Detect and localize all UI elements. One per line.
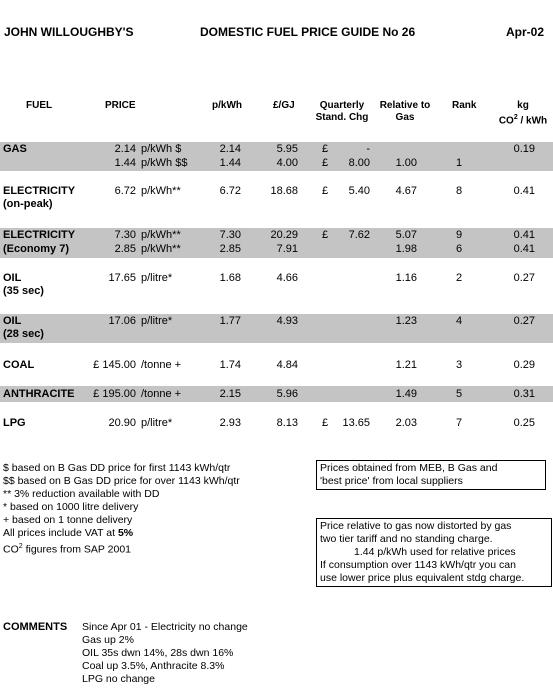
relative-note-line5: use lower price plus equivalent stdg charge. bbox=[320, 572, 525, 584]
footnote-double-dollar: $$ based on B Gas DD price for over 1143 kWh/qtr bbox=[3, 475, 240, 487]
fuel-name-line2: (28 sec) bbox=[3, 328, 44, 340]
footnote-dd-reduction: ** 3% reduction available with DD bbox=[3, 488, 160, 500]
comment-line: LPG no change bbox=[82, 673, 155, 685]
relative-value: 5.07 bbox=[395, 229, 417, 241]
gj-value: 8.13 bbox=[276, 417, 298, 429]
price-unit: p/litre* bbox=[141, 272, 173, 284]
fuel-name-line1: ANTHRACITE bbox=[3, 388, 75, 400]
standing-charge-currency: £ bbox=[322, 229, 329, 241]
standing-charge-value: 5.40 bbox=[348, 185, 370, 197]
gj-value: 20.29 bbox=[270, 229, 298, 241]
standing-charge-currency: £ bbox=[322, 143, 329, 155]
author-heading: JOHN WILLOUGHBY'S bbox=[4, 25, 134, 39]
gj-value: 4.84 bbox=[276, 359, 298, 371]
comment-line: Since Apr 01 - Electricity no change bbox=[82, 621, 248, 633]
price-value: £ 195.00 bbox=[93, 388, 136, 400]
co2-value: 0.41 bbox=[513, 243, 535, 255]
gj-value: 4.66 bbox=[276, 272, 298, 284]
relative-value: 1.16 bbox=[395, 272, 417, 284]
pkwh-value: 2.93 bbox=[219, 417, 241, 429]
footnote-dollar: $ based on B Gas DD price for first 1143 kWh/qtr bbox=[3, 462, 231, 474]
comment-line: Gas up 2% bbox=[82, 634, 134, 646]
rank-value: 1 bbox=[455, 157, 463, 169]
fuel-name-line1: ELECTRICITY bbox=[3, 185, 76, 197]
relative-note-line4: If consumption over 1143 kWh/qtr you can bbox=[320, 559, 516, 571]
pkwh-value: 1.44 bbox=[219, 157, 241, 169]
relative-note-line3: 1.44 p/kWh used for relative prices bbox=[354, 546, 516, 558]
relative-value: 1.21 bbox=[395, 359, 417, 371]
fuel-name bbox=[3, 185, 75, 211]
price-unit: p/kWh** bbox=[141, 243, 181, 255]
rank-value: 9 bbox=[455, 229, 463, 241]
standing-charge-currency: £ bbox=[322, 417, 329, 429]
rank-value: 7 bbox=[455, 417, 463, 429]
pkwh-value: 7.30 bbox=[219, 229, 241, 241]
page-title: DOMESTIC FUEL PRICE GUIDE No 26 bbox=[200, 25, 416, 39]
col-relative-line2: Gas bbox=[395, 112, 415, 123]
footnote-litre: * based on 1000 litre delivery bbox=[3, 501, 139, 513]
col-standing-charge-line2: Stand. Chg bbox=[315, 112, 369, 123]
col-co2-line1: kg bbox=[517, 100, 529, 111]
standing-charge-value: - bbox=[366, 143, 370, 155]
fuel-name-line1: COAL bbox=[3, 359, 35, 371]
relative-value: 1.49 bbox=[395, 388, 417, 400]
pkwh-value: 2.14 bbox=[219, 143, 241, 155]
fuel-name-line2: (35 sec) bbox=[3, 285, 44, 297]
fuel-name-line2: (on-peak) bbox=[3, 198, 53, 210]
fuel-name bbox=[3, 388, 75, 401]
relative-value: 2.03 bbox=[395, 417, 417, 429]
co2-value: 0.27 bbox=[513, 315, 535, 327]
gj-value: 4.93 bbox=[276, 315, 298, 327]
price-value: 17.06 bbox=[108, 315, 136, 327]
co2-value: 0.41 bbox=[513, 229, 535, 241]
pkwh-value: 1.68 bbox=[219, 272, 241, 284]
col-co2-line2: $CO^2$ / kWh bbox=[498, 114, 548, 127]
relative-note-line2: two tier tariff and no standing charge. bbox=[320, 533, 493, 545]
price-unit: p/litre* bbox=[141, 315, 173, 327]
issue-date: Apr-02 bbox=[506, 25, 545, 39]
fuel-name-line1: GAS bbox=[3, 143, 27, 155]
fuel-name-line1: OIL bbox=[3, 315, 22, 327]
fuel-name-line1: OIL bbox=[3, 272, 22, 284]
co2-value: 0.29 bbox=[513, 359, 535, 371]
col-relative-line1: Relative to bbox=[379, 100, 431, 111]
pkwh-value: 1.77 bbox=[219, 315, 241, 327]
sources-line1: Prices obtained from MEB, B Gas and bbox=[320, 462, 498, 474]
comment-line: Coal up 3.5%, Anthracite 8.3% bbox=[82, 660, 225, 672]
col-rank: Rank bbox=[452, 100, 477, 111]
rank-value: 3 bbox=[455, 359, 463, 371]
col-standing-charge-line1: Quarterly bbox=[319, 100, 365, 111]
price-value: 2.14 bbox=[114, 143, 136, 155]
fuel-name-line1: ELECTRICITY bbox=[3, 229, 76, 241]
gj-value: 4.00 bbox=[276, 157, 298, 169]
col-gj: £/GJ bbox=[273, 100, 295, 111]
fuel-name-line1: (Economy 7) bbox=[3, 243, 70, 255]
fuel-name bbox=[3, 359, 34, 372]
gj-value: 18.68 bbox=[270, 185, 298, 197]
price-value: 7.30 bbox=[114, 229, 136, 241]
sources-box bbox=[316, 460, 546, 490]
col-co2 bbox=[496, 100, 550, 127]
price-unit: p/kWh** bbox=[141, 229, 181, 241]
relative-note-line1: Price relative to gas now distorted by gas bbox=[320, 520, 512, 532]
rank-value: 8 bbox=[455, 185, 463, 197]
co2-value: 0.27 bbox=[513, 272, 535, 284]
footnotes bbox=[3, 462, 240, 557]
price-value: 1.44 bbox=[114, 157, 136, 169]
comment-line: OIL 35s dwn 14%, 28s dwn 16% bbox=[82, 647, 234, 659]
fuel-name bbox=[3, 272, 44, 298]
pkwh-value: 6.72 bbox=[219, 185, 241, 197]
comments-list bbox=[82, 621, 248, 686]
price-value: 17.65 bbox=[108, 272, 136, 284]
fuel-name bbox=[3, 229, 75, 242]
price-unit: p/kWh $ bbox=[141, 143, 182, 155]
pkwh-value: 2.85 bbox=[219, 243, 241, 255]
gj-value: 7.91 bbox=[276, 243, 298, 255]
fuel-name bbox=[3, 143, 27, 156]
price-value: 2.85 bbox=[114, 243, 136, 255]
col-relative bbox=[374, 100, 436, 124]
col-pkwh: p/kWh bbox=[212, 100, 242, 111]
fuel-name bbox=[3, 315, 44, 341]
relative-value: 4.67 bbox=[395, 185, 417, 197]
comments-label: COMMENTS bbox=[3, 621, 68, 633]
price-value: 6.72 bbox=[114, 185, 136, 197]
gj-value: 5.96 bbox=[276, 388, 298, 400]
standing-charge-value: 8.00 bbox=[348, 157, 370, 169]
standing-charge-currency: £ bbox=[322, 157, 329, 169]
price-value: 20.90 bbox=[108, 417, 136, 429]
rank-value: 5 bbox=[455, 388, 463, 400]
col-standing-charge bbox=[312, 100, 372, 124]
relative-value: 1.00 bbox=[395, 157, 417, 169]
price-value: £ 145.00 bbox=[93, 359, 136, 371]
price-unit: /tonne + bbox=[141, 388, 182, 400]
col-fuel: FUEL bbox=[26, 100, 53, 111]
footnote-co2: $CO^2$ figures from SAP 2001 bbox=[3, 543, 132, 556]
pkwh-value: 2.15 bbox=[219, 388, 241, 400]
co2-value: 0.25 bbox=[513, 417, 535, 429]
pkwh-value: 1.74 bbox=[219, 359, 241, 371]
price-unit: p/kWh $$ bbox=[141, 157, 188, 169]
rank-value: 4 bbox=[455, 315, 463, 327]
fuel-name-line1: LPG bbox=[3, 417, 26, 429]
price-unit: /tonne + bbox=[141, 359, 182, 371]
rank-value: 6 bbox=[455, 243, 463, 255]
col-price: PRICE bbox=[105, 100, 136, 111]
footnote-vat: All prices include VAT at 5% bbox=[3, 527, 134, 539]
fuel-name bbox=[3, 243, 69, 256]
co2-value: 0.31 bbox=[513, 388, 535, 400]
gj-value: 5.95 bbox=[276, 143, 298, 155]
sources-line2: 'best price' from local suppliers bbox=[320, 475, 463, 487]
standing-charge-currency: £ bbox=[322, 185, 329, 197]
footnote-tonne: + based on 1 tonne delivery bbox=[3, 514, 133, 526]
co2-value: 0.19 bbox=[513, 143, 535, 155]
standing-charge-value: 7.62 bbox=[348, 229, 370, 241]
relative-note-box bbox=[316, 518, 552, 587]
relative-value: 1.23 bbox=[395, 315, 417, 327]
fuel-name bbox=[3, 417, 26, 430]
relative-value: 1.98 bbox=[395, 243, 417, 255]
rank-value: 2 bbox=[455, 272, 463, 284]
standing-charge-value: 13.65 bbox=[342, 417, 370, 429]
price-unit: p/litre* bbox=[141, 417, 173, 429]
price-unit: p/kWh** bbox=[141, 185, 181, 197]
co2-value: 0.41 bbox=[513, 185, 535, 197]
